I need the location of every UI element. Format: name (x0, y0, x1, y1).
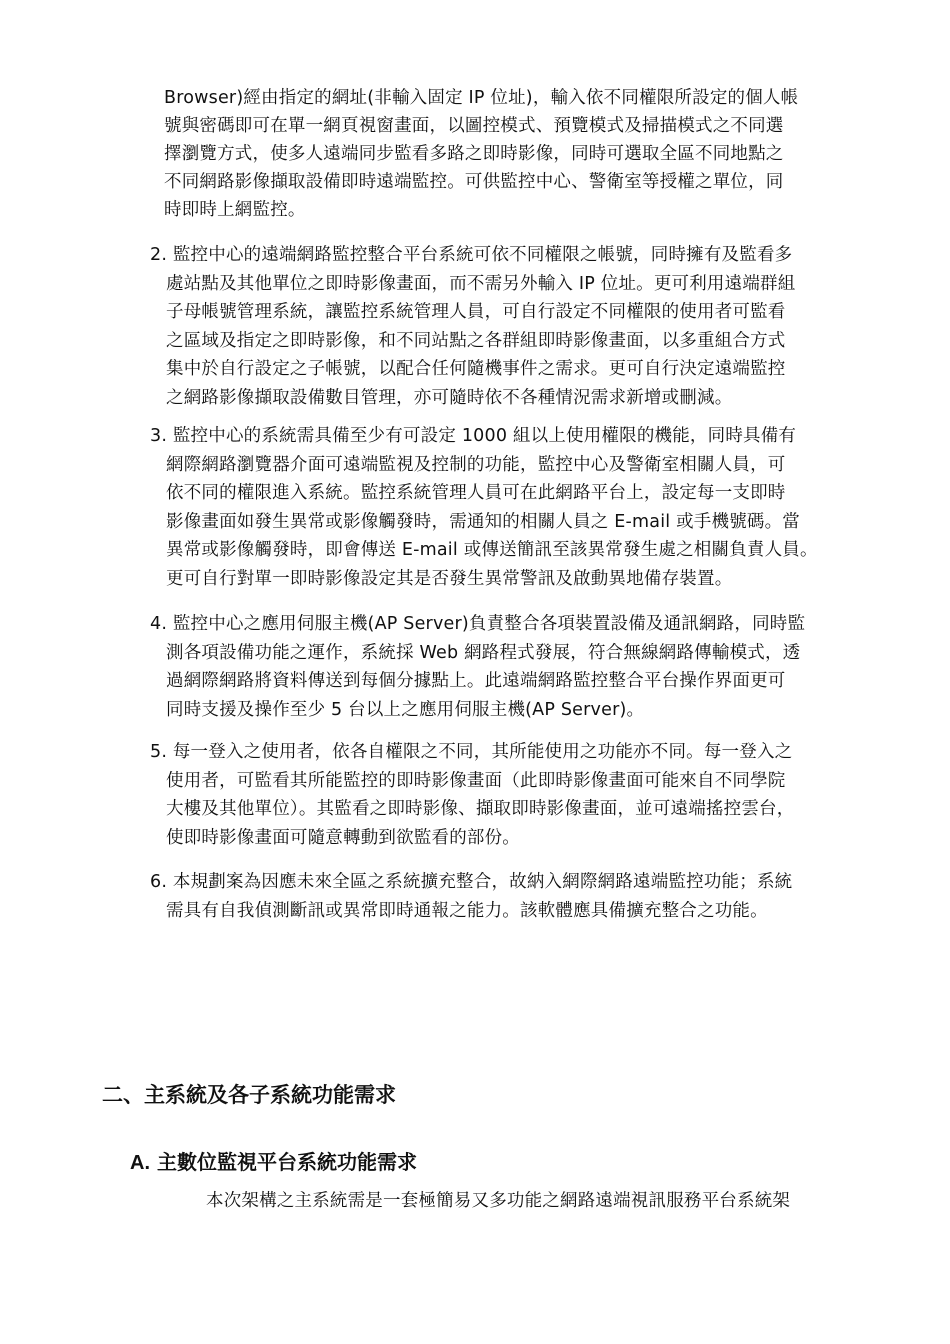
list-item-3 (150, 422, 818, 593)
text-line: 之網路影像擷取設備數目管理，亦可隨時依不各種情況需求新增或刪減。 (166, 387, 733, 408)
text-line: 不同網路影像擷取設備即時遠端監控。可供監控中心、警衛室等授權之單位，同 (164, 172, 784, 192)
text-line: Browser)經由指定的網址(非輸入固定 IP 位址)，輸入依不同權限所設定的個人帳 (164, 88, 799, 108)
intro-paragraph (164, 84, 798, 224)
text-line: 號與密碼即可在單一網頁視窗畫面，以圖控模式、預覽模式及掃描模式之不同選 (164, 116, 784, 136)
text-line: 使用者，可監看其所能監控的即時影像畫面（此即時影像畫面可能來自不同學院 (166, 770, 786, 791)
subsection-prefix: A. (130, 1152, 150, 1174)
text-line: 影像畫面如發生異常或影像觸發時，需通知的相關人員之 E-mail 或手機號碼。當 (166, 511, 800, 532)
text-line: 5. 每一登入之使用者，依各自權限之不同，其所能使用之功能亦不同。每一登入之 (150, 742, 793, 762)
text-line: 6. 本規劃案為因應未來全區之系統擴充整合，故納入網際網路遠端監控功能；系統 (150, 872, 793, 892)
text-line: 時即時上網監控。 (164, 200, 306, 220)
text-line: 過網際網路將資料傳送到每個分據點上。此遠端網路監控整合平台操作界面更可 (166, 671, 786, 691)
list-item-2 (150, 241, 795, 412)
text-line: 擇瀏覽方式，使多人遠端同步監看多路之即時影像，同時可選取全區不同地點之 (164, 144, 784, 164)
text-line: 更可自行對單一即時影像設定其是否發生異常警訊及啟動異地備存裝置。 (166, 568, 733, 589)
text-line: 處站點及其他單位之即時影像畫面，而不需另外輸入 IP 位址。更可利用遠端群組 (166, 273, 796, 294)
text-line: 3. 監控中心的系統需具備至少有可設定 1000 組以上使用權限的機能，同時具備有 (150, 426, 797, 446)
list-item-5 (150, 738, 794, 852)
text-line: 集中於自行設定之子帳號，以配合任何隨機事件之需求。更可自行決定遠端監控 (166, 359, 786, 379)
text-line: 使即時影像畫面可隨意轉動到欲監看的部份。 (166, 827, 520, 848)
list-item-4 (150, 610, 805, 724)
text-line: 子母帳號管理系統，讓監控系統管理人員，可自行設定不同權限的使用者可監看 (166, 302, 786, 322)
text-line: 2. 監控中心的遠端網路監控整合平台系統可依不同權限之帳號，同時擁有及監看多 (150, 245, 793, 265)
text-line: 網際網路瀏覽器介面可遠端監視及控制的功能，監控中心及警衛室相關人員，可 (166, 454, 786, 475)
text-line: 4. 監控中心之應用伺服主機(AP Server)負責整合各項裝置設備及通訊網路，同時監 (150, 614, 806, 634)
text-line: 之區域及指定之即時影像，和不同站點之各群組即時影像畫面，以多重組合方式 (166, 330, 786, 351)
text-line: 同時支援及操作至少 5 台以上之應用伺服主機(AP Server)。 (166, 699, 645, 720)
text-line: 大樓及其他單位）。其監看之即時影像、擷取即時影像畫面，並可遠端搖控雲台， (166, 799, 795, 819)
list-item-6 (150, 868, 792, 925)
section-paragraph: 本次架構之主系統需是一套極簡易又多功能之網路遠端視訊服務平台系統架 (206, 1191, 791, 1211)
subsection-heading (130, 1147, 417, 1178)
text-line: 依不同的權限進入系統。監控系統管理人員可在此網路平台上，設定每一支即時 (166, 483, 786, 503)
section-heading: 二、主系統及各子系統功能需求 (102, 1082, 396, 1107)
text-line: 測各項設備功能之運作，系統採 Web 網路程式發展，符合無線網路傳輸模式，透 (166, 642, 801, 663)
subsection-title: 主數位監視平台系統功能需求 (156, 1150, 417, 1174)
text-line: 需具有自我偵測斷訊或異常即時通報之能力。該軟體應具備擴充整合之功能。 (166, 900, 768, 921)
text-line: 異常或影像觸發時，即會傳送 E-mail 或傳送簡訊至該異常發生處之相關負責人員。 (166, 540, 818, 560)
